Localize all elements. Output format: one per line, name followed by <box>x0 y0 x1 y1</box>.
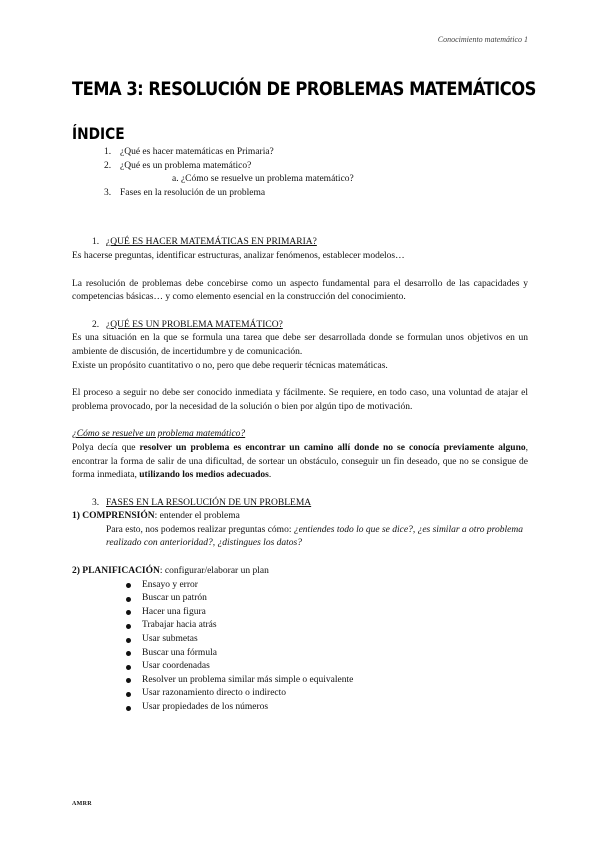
section-2-paragraph-1: Es una situación en la que se formula una tarea que debe ser desarrollada donde se formulan unos objetivos en un ambiente de discusión, de incertidumbre y de comunicación. <box>72 333 528 357</box>
index-subitem <box>160 173 528 187</box>
index-item-text: ¿Qué es un problema matemático? <box>120 160 252 171</box>
polya-emphasis: utilizando los medios adecuados <box>139 470 269 481</box>
strategy-list <box>72 579 528 715</box>
list-item: Usar coordenadas <box>126 660 528 674</box>
section-title: ¿QUÉ ES UN PROBLEMA MATEMÁTICO? <box>106 319 283 330</box>
phase-description: : entender el problema <box>154 511 240 522</box>
index-item-number: 1. <box>104 147 112 157</box>
list-item: Hacer una figura <box>126 606 528 620</box>
section-2-paragraph-3: El proceso a seguir no debe ser conocido inmediata y fácilmente. Se requiere, en todo caso, una voluntad de atajar el problema provocado, por la necesidad de la solución o bien por algún tipo de motivación. <box>72 388 528 412</box>
index-subitem-number: a. <box>172 174 179 185</box>
phase-label: 2) PLANIFICACIÓN <box>72 566 160 577</box>
footer-author: AMRR <box>72 801 92 807</box>
index-sublist <box>120 173 528 187</box>
polya-text: , encontrar la forma de salir de una dificultad, de sortear un obstáculo, conseguir un fin deseado, que no se consigue de forma inmediata, <box>72 442 528 481</box>
section-number: 1. <box>92 237 100 248</box>
index-item-text: Fases en la resolución de un problema <box>120 187 266 198</box>
list-item: Trabajar hacia atrás <box>126 619 528 633</box>
index-list <box>72 146 528 200</box>
subsection-heading: ¿Cómo se resuelve un problema matemático? <box>72 429 246 440</box>
running-header: Conocimiento matemático 1 <box>437 35 528 44</box>
section-title: FASES EN LA RESOLUCIÓN DE UN PROBLEMA <box>106 497 312 508</box>
phase-label: 1) COMPRENSIÓN <box>72 511 155 522</box>
section-number: 2. <box>92 319 100 330</box>
polya-text: Polya decía que <box>72 442 140 453</box>
document-body <box>72 146 528 715</box>
section-3-heading <box>72 497 528 511</box>
index-item-number: 2. <box>104 160 112 171</box>
index-item <box>106 187 528 201</box>
phase-1 <box>72 510 528 524</box>
index-heading: ÍNDICE <box>72 124 125 143</box>
section-2-paragraph-2: Existe un propósito cuantitativo o no, pero que debe requerir técnicas matemáticas. <box>72 360 388 371</box>
section-1-paragraph-2: La resolución de problemas debe concebirse como un aspecto fundamental para el desarrollo de las capacidades y competencias básicas… y como elemento esencial en la construcción del conocimiento. <box>72 278 528 303</box>
section-2-heading <box>72 319 528 333</box>
list-item: Buscar un patrón <box>126 592 528 606</box>
polya-text: . <box>268 470 272 481</box>
list-item: Usar submetas <box>126 633 528 647</box>
index-item-number: 3. <box>104 187 112 198</box>
polya-paragraph <box>72 442 528 483</box>
list-item: Resolver un problema similar más simple o equivalente <box>126 674 528 688</box>
section-1-paragraph-1: Es hacerse preguntas, identificar estructuras, analizar fenómenos, establecer modelos… <box>72 250 405 261</box>
phase-1-text <box>72 524 528 551</box>
page-title: TEMA 3: RESOLUCIÓN DE PROBLEMAS MATEMÁTICOS <box>72 78 536 100</box>
index-item-text: ¿Qué es hacer matemáticas en Primaria? <box>120 147 274 157</box>
index-item <box>106 160 528 187</box>
section-1-heading <box>72 236 528 250</box>
section-number: 3. <box>92 497 100 508</box>
phase-1-intro: Para esto, nos podemos realizar preguntas cómo: <box>106 524 294 535</box>
list-item: Usar razonamiento directo o indirecto <box>126 687 528 701</box>
phase-description: : configurar/elaborar un plan <box>159 566 269 577</box>
phase-1-questions: ¿entiendes todo lo que se dice?, ¿es similar a otro problema realizado con anterioridad?, ¿distingues los datos? <box>106 524 523 549</box>
phase-2 <box>72 565 528 579</box>
index-subitem-text: ¿Cómo se resuelve un problema matemático? <box>180 174 354 185</box>
section-title: ¿QUÉ ES HACER MATEMÁTICAS EN PRIMARIA? <box>106 237 317 248</box>
list-item: Buscar una fórmula <box>126 647 528 661</box>
list-item: Usar propiedades de los números <box>126 701 528 715</box>
polya-emphasis: resolver un problema es encontrar un camino allí donde no se conocía previamente alguno <box>139 442 526 453</box>
index-item <box>106 146 528 160</box>
list-item: Ensayo y error <box>126 579 528 593</box>
